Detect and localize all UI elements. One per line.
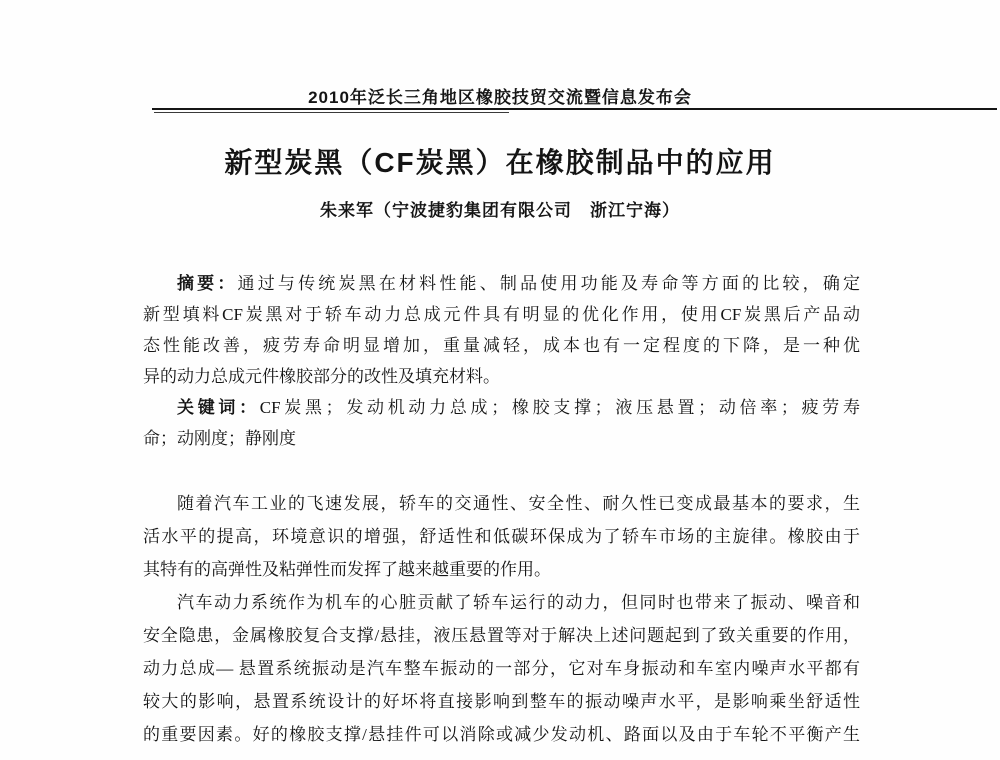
keywords-line-text: CF炭黑；发动机动力总成；橡胶支撑；液压悬置；动倍率；疲劳寿 xyxy=(259,398,860,417)
keywords-line: 命；动刚度；静刚度 xyxy=(143,429,296,448)
abstract-line: 态性能改善，疲劳寿命明显增加，重量减轻，成本也有一定程度的下降，是一种优 xyxy=(143,336,860,355)
body-line: 安全隐患，金属橡胶复合支撑/悬挂，液压悬置等对于解决上述问题起到了致关重要的作用， xyxy=(143,626,860,645)
body-paragraph xyxy=(143,586,860,751)
abstract-line: 新型填料CF炭黑对于轿车动力总成元件具有明显的优化作用，使用CF炭黑后产品动 xyxy=(143,305,860,324)
abstract-line: 异的动力总成元件橡胶部分的改性及填充材料。 xyxy=(143,367,500,386)
body-line: 随着汽车工业的飞速发展，轿车的交通性、安全性、耐久性已变成最基本的要求，生 xyxy=(177,494,860,513)
author-line: 朱来军（宁波捷豹集团有限公司 浙江宁海） xyxy=(320,201,680,220)
abstract-label: 摘要： xyxy=(177,274,238,293)
body-line: 动力总成— 悬置系统振动是汽车整车振动的一部分，它对车身振动和车室内噪声水平都有 xyxy=(143,659,860,678)
body-line: 其特有的高弹性及粘弹性而发挥了越来越重要的作用。 xyxy=(143,560,551,579)
keywords-line xyxy=(143,392,860,423)
abstract-line-text: 通过与传统炭黑在材料性能、制品使用功能及寿命等方面的比较，确定 xyxy=(237,274,860,293)
header-rule xyxy=(152,108,997,110)
conference-header: 2010年泛长三角地区橡胶技贸交流暨信息发布会 xyxy=(308,88,692,107)
body-line: 活水平的提高，环境意识的增强，舒适性和低碳环保成为了轿车市场的主旋律。橡胶由于 xyxy=(143,527,860,546)
body-paragraph xyxy=(143,487,860,586)
abstract-section xyxy=(143,268,860,454)
paper-title: 新型炭黑（CF炭黑）在橡胶制品中的应用 xyxy=(224,147,776,178)
abstract-line xyxy=(143,268,860,299)
body-line: 汽车动力系统作为机车的心脏贡献了轿车运行的动力，但同时也带来了振动、噪音和 xyxy=(177,593,860,612)
body-line: 较大的影响，悬置系统设计的好坏将直接影响到整车的振动噪声水平，是影响乘坐舒适性 xyxy=(143,692,860,711)
keywords-label: 关键词： xyxy=(177,398,260,417)
body-text xyxy=(143,487,860,751)
body-line: 的重要因素。好的橡胶支撑/悬挂件可以消除或减少发动机、路面以及由于车轮不平衡产生 xyxy=(143,725,860,744)
